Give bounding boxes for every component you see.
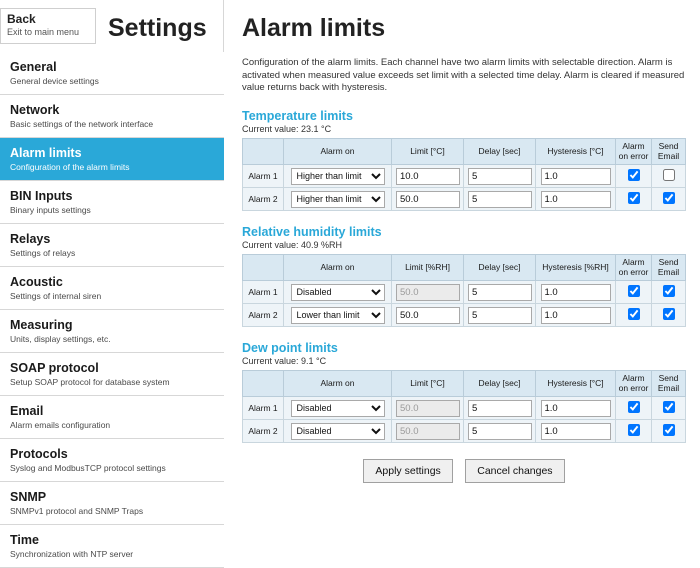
send-email-cell [652, 303, 686, 326]
page-heading-settings: Settings [108, 14, 207, 42]
delay-cell [464, 280, 536, 303]
table-row [243, 419, 686, 442]
alarm-on-select[interactable] [291, 168, 385, 185]
col-header-alarm-on: Alarm on [284, 254, 392, 280]
sidebar-item-subtitle: Setup SOAP protocol for database system [10, 377, 170, 387]
sidebar-item-measuring[interactable] [0, 310, 224, 353]
hysteresis-cell [536, 280, 616, 303]
delay-cell [464, 303, 536, 326]
sidebar-item-subtitle: General device settings [10, 76, 99, 86]
row-label: Alarm 1 [243, 164, 284, 187]
sidebar-item-time[interactable] [0, 525, 224, 568]
row-label: Alarm 1 [243, 396, 284, 419]
alarm-on-cell [284, 187, 392, 210]
alarm-on-cell [284, 396, 392, 419]
sidebar-item-title: BIN Inputs [10, 189, 73, 203]
alarm-on-select[interactable] [291, 400, 385, 417]
back-button[interactable] [0, 8, 96, 44]
col-header-alarm-on-error [616, 138, 652, 164]
table-header-row [243, 370, 686, 396]
col-header-limit: Limit [%RH] [392, 254, 464, 280]
col-header-alarm-on-error-line2: on error [618, 383, 649, 393]
sidebar-item-title: SOAP protocol [10, 361, 99, 375]
col-header-send-email [652, 254, 686, 280]
delay-input[interactable] [468, 307, 532, 324]
col-header-send-email [652, 138, 686, 164]
alarm-on-select[interactable] [291, 423, 385, 440]
col-header-alarm-on-error-line2: on error [618, 151, 649, 161]
col-header-delay: Delay [sec] [464, 370, 536, 396]
cancel-changes-button[interactable]: Cancel changes [465, 459, 564, 483]
sidebar-item-bin-inputs[interactable] [0, 181, 224, 224]
form-actions [242, 459, 686, 483]
sidebar-item-title: Alarm limits [10, 146, 82, 160]
main-content [240, 0, 700, 523]
send-email-checkbox[interactable] [663, 401, 675, 413]
sidebar-menu [0, 52, 224, 568]
row-label: Alarm 2 [243, 303, 284, 326]
delay-input[interactable] [468, 400, 532, 417]
alarm-on-error-checkbox[interactable] [628, 192, 640, 204]
col-header-send-email-line1: Send [658, 141, 679, 151]
delay-cell [464, 419, 536, 442]
hysteresis-input[interactable] [541, 168, 611, 185]
delay-cell [464, 187, 536, 210]
limit-input[interactable] [396, 284, 460, 301]
col-header-blank [243, 370, 284, 396]
alarm-on-cell [284, 280, 392, 303]
section-title: Temperature limits [242, 108, 353, 123]
alarm-on-error-cell [616, 280, 652, 303]
col-header-delay: Delay [sec] [464, 254, 536, 280]
hysteresis-input[interactable] [541, 423, 611, 440]
sidebar-item-subtitle: Settings of internal siren [10, 291, 102, 301]
alarm-on-error-cell [616, 419, 652, 442]
alarm-on-select[interactable] [291, 191, 385, 208]
col-header-send-email-line1: Send [658, 373, 679, 383]
sidebar-item-title: Acoustic [10, 275, 63, 289]
sidebar-item-title: SNMP [10, 490, 47, 504]
alarm-on-error-cell [616, 187, 652, 210]
limit-cell [392, 419, 464, 442]
col-header-hysteresis: Hysteresis [°C] [536, 138, 616, 164]
send-email-cell [652, 280, 686, 303]
send-email-cell [652, 419, 686, 442]
delay-input[interactable] [468, 168, 532, 185]
section-title: Dew point limits [242, 340, 338, 355]
hysteresis-cell [536, 419, 616, 442]
col-header-alarm-on-error [616, 370, 652, 396]
limit-section [242, 109, 686, 211]
table-row [243, 303, 686, 326]
alarm-on-select[interactable] [291, 307, 385, 324]
col-header-limit: Limit [°C] [392, 138, 464, 164]
delay-input[interactable] [468, 284, 532, 301]
sidebar-item-email[interactable] [0, 396, 224, 439]
sidebar-item-subtitle: Basic settings of the network interface [10, 119, 154, 129]
sidebar-item-alarm-limits[interactable] [0, 138, 224, 181]
section-current-value: Current value: 9.1 °C [242, 355, 327, 366]
send-email-cell [652, 187, 686, 210]
sidebar-item-subtitle: Alarm emails configuration [10, 420, 111, 430]
col-header-alarm-on: Alarm on [284, 370, 392, 396]
limit-input[interactable] [396, 400, 460, 417]
col-header-send-email-line2: Email [657, 383, 680, 393]
row-label: Alarm 1 [243, 280, 284, 303]
col-header-hysteresis: Hysteresis [°C] [536, 370, 616, 396]
table-header-row [243, 254, 686, 280]
send-email-checkbox[interactable] [663, 308, 675, 320]
sidebar-item-subtitle: Configuration of the alarm limits [10, 162, 130, 172]
table-row [243, 187, 686, 210]
col-header-delay: Delay [sec] [464, 138, 536, 164]
col-header-alarm-on-error-line1: Alarm [622, 373, 645, 383]
alarm-on-error-cell [616, 303, 652, 326]
hysteresis-input[interactable] [541, 400, 611, 417]
section-current-value: Current value: 40.9 %RH [242, 239, 343, 250]
limit-cell [392, 164, 464, 187]
limit-section [242, 341, 686, 443]
sidebar-item-subtitle: SNMPv1 protocol and SNMP Traps [10, 506, 144, 516]
alarm-on-error-checkbox[interactable] [628, 401, 640, 413]
back-button-subtitle: Exit to main menu [7, 27, 80, 37]
send-email-cell [652, 164, 686, 187]
send-email-checkbox[interactable] [663, 169, 675, 181]
hysteresis-input[interactable] [541, 284, 611, 301]
limit-cell [392, 280, 464, 303]
limit-sections [242, 109, 686, 443]
col-header-limit: Limit [°C] [392, 370, 464, 396]
limit-cell [392, 303, 464, 326]
sidebar-item-acoustic[interactable] [0, 267, 224, 310]
row-label: Alarm 2 [243, 419, 284, 442]
alarm-on-error-checkbox[interactable] [628, 285, 640, 297]
page-title: Alarm limits [242, 14, 386, 42]
page-description: Configuration of the alarm limits. Each channel have two alarm limits with selectable direction. Alarm is activated when measured value exceeds set limit with a selected time delay. Alarm is cleared if measured value returns back with hysteresis. [242, 57, 685, 93]
sidebar-item-subtitle: Settings of relays [10, 248, 76, 258]
row-label: Alarm 2 [243, 187, 284, 210]
sidebar-item-network[interactable] [0, 95, 224, 138]
alarm-on-error-cell [616, 164, 652, 187]
apply-settings-button[interactable]: Apply settings [363, 459, 452, 483]
limit-section [242, 225, 686, 327]
limits-table [242, 138, 686, 211]
alarm-on-error-checkbox[interactable] [628, 424, 640, 436]
hysteresis-input[interactable] [541, 307, 611, 324]
send-email-checkbox[interactable] [663, 192, 675, 204]
col-header-alarm-on: Alarm on [284, 138, 392, 164]
sidebar-item-title: Relays [10, 232, 51, 246]
alarm-on-cell [284, 303, 392, 326]
sidebar-item-general[interactable] [0, 52, 224, 95]
alarm-on-error-checkbox[interactable] [628, 308, 640, 320]
sidebar-item-soap-protocol[interactable] [0, 353, 224, 396]
table-header-row [243, 138, 686, 164]
sidebar-item-title: General [10, 60, 57, 74]
sidebar-item-title: Network [10, 103, 60, 117]
hysteresis-input[interactable] [541, 191, 611, 208]
limit-input[interactable] [396, 307, 460, 324]
sidebar-item-title: Measuring [10, 318, 73, 332]
col-header-send-email [652, 370, 686, 396]
delay-input[interactable] [468, 423, 532, 440]
table-row [243, 164, 686, 187]
delay-cell [464, 396, 536, 419]
col-header-send-email-line2: Email [657, 267, 680, 277]
alarm-on-cell [284, 419, 392, 442]
section-title: Relative humidity limits [242, 224, 382, 239]
sidebar-item-protocols[interactable] [0, 439, 224, 482]
col-header-alarm-on-error-line1: Alarm [622, 257, 645, 267]
send-email-cell [652, 396, 686, 419]
sidebar [0, 0, 224, 559]
table-row [243, 280, 686, 303]
hysteresis-cell [536, 396, 616, 419]
col-header-blank [243, 254, 284, 280]
sidebar-item-subtitle: Binary inputs settings [10, 205, 91, 215]
hysteresis-cell [536, 303, 616, 326]
col-header-alarm-on-error-line1: Alarm [622, 141, 645, 151]
sidebar-item-relays[interactable] [0, 224, 224, 267]
sidebar-item-subtitle: Syslog and ModbusTCP protocol settings [10, 463, 166, 473]
col-header-send-email-line2: Email [657, 151, 680, 161]
sidebar-item-title: Time [10, 533, 39, 547]
table-row [243, 396, 686, 419]
alarm-on-error-checkbox[interactable] [628, 169, 640, 181]
sidebar-item-title: Email [10, 404, 44, 418]
alarm-on-select[interactable] [291, 284, 385, 301]
limits-table [242, 370, 686, 443]
sidebar-item-subtitle: Synchronization with NTP server [10, 549, 134, 559]
alarm-on-error-cell [616, 396, 652, 419]
limit-cell [392, 396, 464, 419]
sidebar-item-snmp[interactable] [0, 482, 224, 525]
send-email-checkbox[interactable] [663, 424, 675, 436]
limit-input[interactable] [396, 423, 460, 440]
col-header-alarm-on-error [616, 254, 652, 280]
hysteresis-cell [536, 164, 616, 187]
col-header-hysteresis: Hysteresis [%RH] [536, 254, 616, 280]
alarm-on-cell [284, 164, 392, 187]
limit-cell [392, 187, 464, 210]
sidebar-item-title: Protocols [10, 447, 68, 461]
back-button-title: Back [7, 12, 36, 26]
section-current-value: Current value: 23.1 °C [242, 123, 332, 134]
delay-input[interactable] [468, 191, 532, 208]
limits-table [242, 254, 686, 327]
hysteresis-cell [536, 187, 616, 210]
limit-input[interactable] [396, 168, 460, 185]
limit-input[interactable] [396, 191, 460, 208]
col-header-send-email-line1: Send [658, 257, 679, 267]
sidebar-item-subtitle: Units, display settings, etc. [10, 334, 111, 344]
col-header-alarm-on-error-line2: on error [618, 267, 649, 277]
send-email-checkbox[interactable] [663, 285, 675, 297]
delay-cell [464, 164, 536, 187]
col-header-blank [243, 138, 284, 164]
